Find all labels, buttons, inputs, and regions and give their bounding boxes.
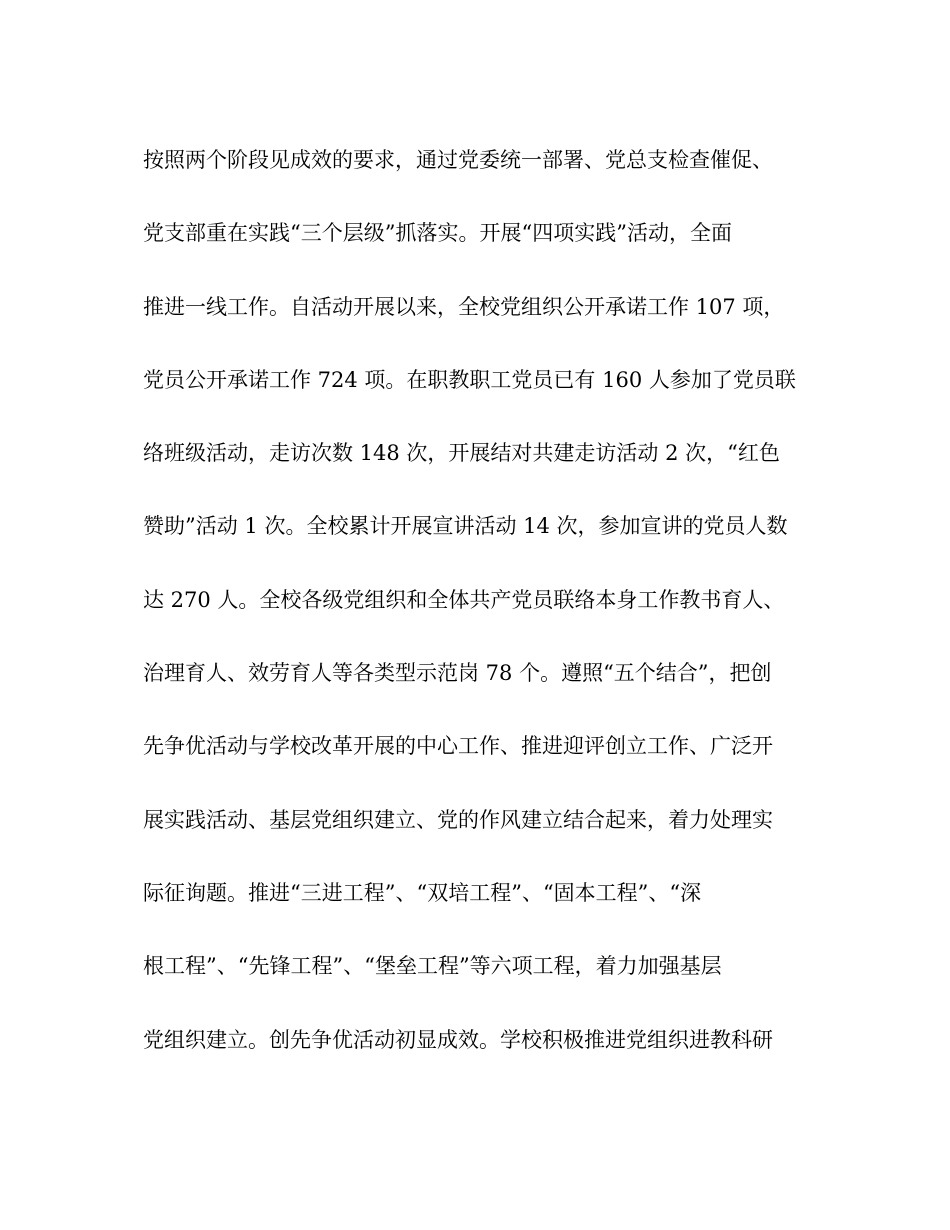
text-line: 际征询题。推进“三进工程”、“双培工程”、“固本工程”、“深 bbox=[143, 880, 702, 905]
text-line: 推进一线工作。自活动开展以来，全校党组织公开承诺工作 107 项， bbox=[143, 294, 785, 319]
text-line: 按照两个阶段见成效的要求，通过党委统一部署、党总支检查催促、 bbox=[143, 148, 773, 172]
text-line: 赞助”活动 1 次。全校累计开展宣讲活动 14 次，参加宣讲的党员人数 bbox=[143, 514, 788, 539]
text-line: 展实践活动、基层党组织建立、党的作风建立结合起来，着力处理实 bbox=[143, 807, 773, 832]
body-paragraph bbox=[143, 138, 808, 1091]
text-line: 络班级活动，走访次数 148 次，开展结对共建走访活动 2 次，“红色 bbox=[143, 441, 780, 466]
text-line: 党员公开承诺工作 724 项。在职教职工党员已有 160 人参加了党员联 bbox=[143, 367, 796, 392]
text-line: 根工程”、“先锋工程”、“堡垒工程”等六项工程，着力加强基层 bbox=[143, 954, 722, 979]
text-line: 治理育人、效劳育人等各类型示范岗 78 个。遵照“五个结合”，把创 bbox=[143, 661, 772, 686]
text-line: 先争优活动与学校改革开展的中心工作、推进迎评创立工作、广泛开 bbox=[143, 734, 773, 759]
text-line: 党组织建立。创先争优活动初显成效。学校积极推进党组织进教科研 bbox=[143, 1027, 773, 1052]
text-line: 达 270 人。全校各级党组织和全体共产党员联络本身工作教书育人、 bbox=[143, 587, 785, 612]
text-line: 党支部重在实践“三个层级”抓落实。开展“四项实践”活动，全面 bbox=[143, 221, 732, 246]
